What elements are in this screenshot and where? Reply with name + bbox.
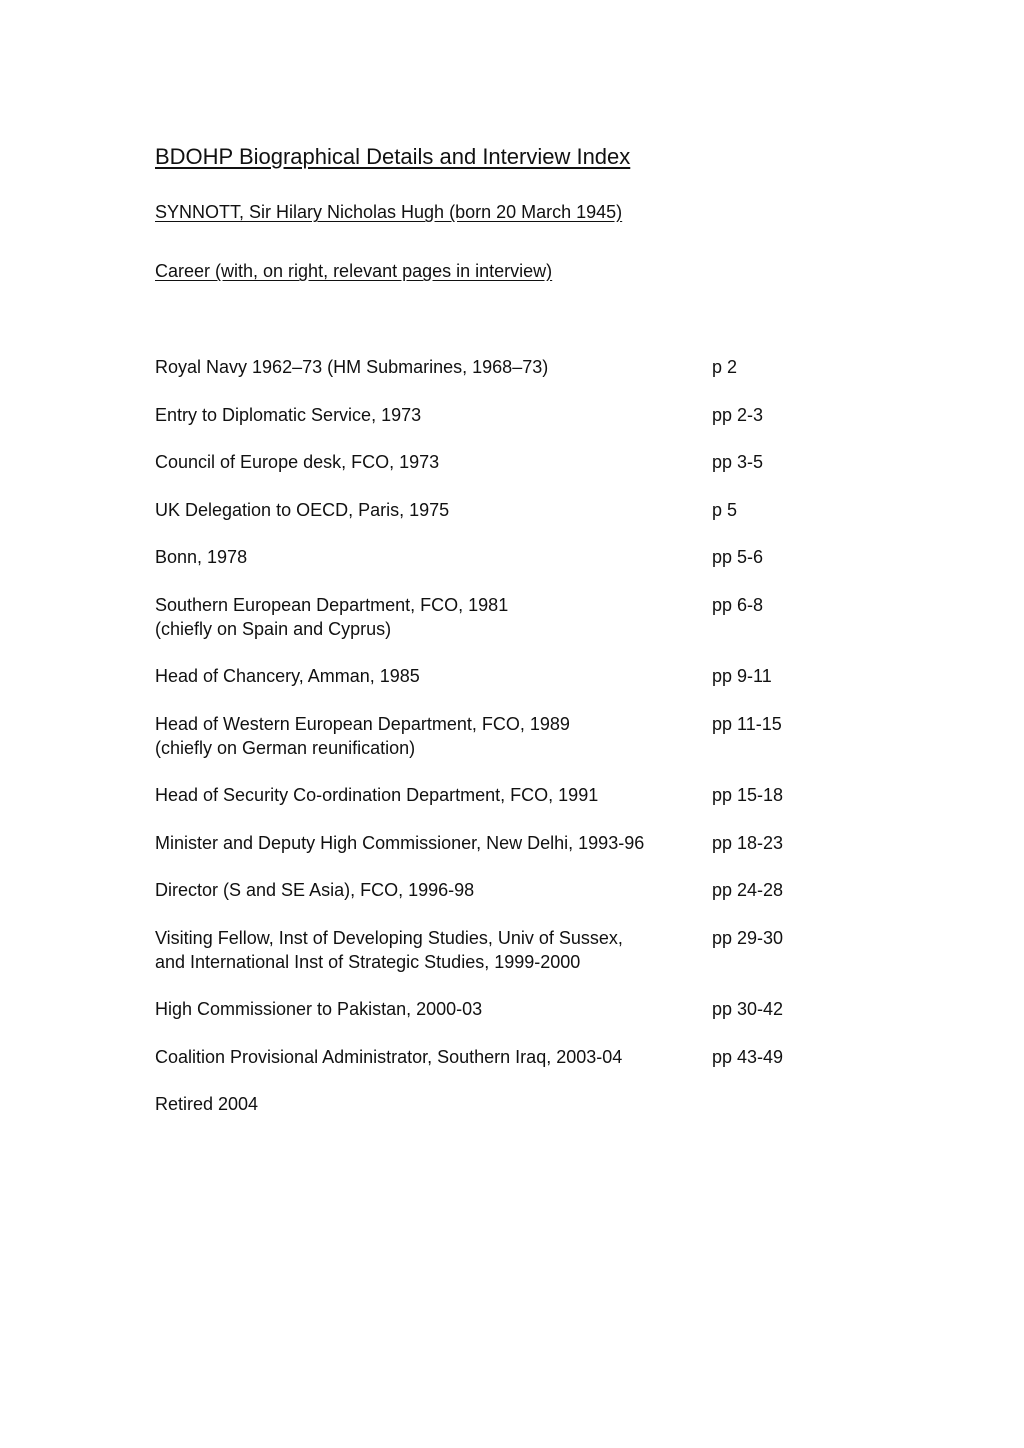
career-entry [155, 997, 855, 1021]
career-description: Head of Chancery, Amman, 1985 [155, 666, 420, 686]
career-interview-pages: p 2 [712, 357, 738, 377]
career-entry [155, 498, 855, 522]
career-entry [155, 1045, 855, 1069]
career-list [155, 355, 855, 1140]
career-interview-pages: pp 2-3 [712, 404, 764, 425]
career-entry [155, 355, 855, 379]
career-description: UK Delegation to OECD, Paris, 1975 [155, 499, 450, 520]
career-description: Council of Europe desk, FCO, 1973 [155, 452, 440, 472]
career-interview-pages: pp 9-11 [712, 666, 772, 686]
career-description: Head of Security Co-ordination Department, FCO, 1991 [155, 785, 599, 805]
career-entry [155, 926, 855, 974]
career-description: Minister and Deputy High Commissioner, New Delhi, 1993-96 [155, 832, 645, 853]
career-description: Bonn, 1978 [155, 547, 248, 567]
career-description: Head of Western European Department, FCO, 1989 (chiefly on German reunification) [155, 713, 570, 758]
career-description: Southern European Department, FCO, 1981 (chiefly on Spain and Cyprus) [155, 594, 509, 639]
career-description: Director (S and SE Asia), FCO, 1996-98 [155, 880, 475, 900]
career-interview-pages: pp 6-8 [712, 594, 764, 615]
career-entry [155, 593, 855, 641]
career-interview-pages: pp 30-42 [712, 999, 784, 1019]
career-entry [155, 783, 855, 807]
career-heading: Career (with, on right, relevant pages in interview) [155, 261, 553, 281]
career-interview-pages: pp 24-28 [712, 880, 784, 900]
career-entry [155, 403, 855, 427]
career-description: Entry to Diplomatic Service, 1973 [155, 404, 422, 425]
career-interview-pages: pp 3-5 [712, 452, 764, 472]
career-entry [155, 450, 855, 474]
retired-entry [155, 1092, 855, 1116]
career-description: Coalition Provisional Administrator, Southern Iraq, 2003-04 [155, 1046, 623, 1067]
career-interview-pages: pp 11-15 [712, 713, 782, 734]
career-interview-pages: pp 15-18 [712, 785, 784, 805]
career-entry [155, 545, 855, 569]
subject-name: SYNNOTT, Sir Hilary Nicholas Hugh (born 20 March 1945) [155, 202, 623, 222]
career-entry [155, 664, 855, 688]
career-entry [155, 712, 855, 760]
career-description: High Commissioner to Pakistan, 2000-03 [155, 999, 483, 1019]
career-entry [155, 878, 855, 902]
career-interview-pages: pp 5-6 [712, 547, 764, 567]
career-interview-pages: pp 18-23 [712, 832, 784, 853]
career-interview-pages: pp 29-30 [712, 927, 784, 948]
career-interview-pages: p 5 [712, 499, 738, 520]
document-title: BDOHP Biographical Details and Interview Index [155, 144, 631, 169]
career-description: Visiting Fellow, Inst of Developing Studies, Univ of Sussex, and International Inst of Strategic Studies, 1999-2000 [155, 927, 623, 972]
career-entry [155, 831, 855, 855]
career-description: Royal Navy 1962–73 (HM Submarines, 1968–73) [155, 357, 549, 377]
retired-text: Retired 2004 [155, 1094, 259, 1114]
career-interview-pages: pp 43-49 [712, 1046, 784, 1067]
